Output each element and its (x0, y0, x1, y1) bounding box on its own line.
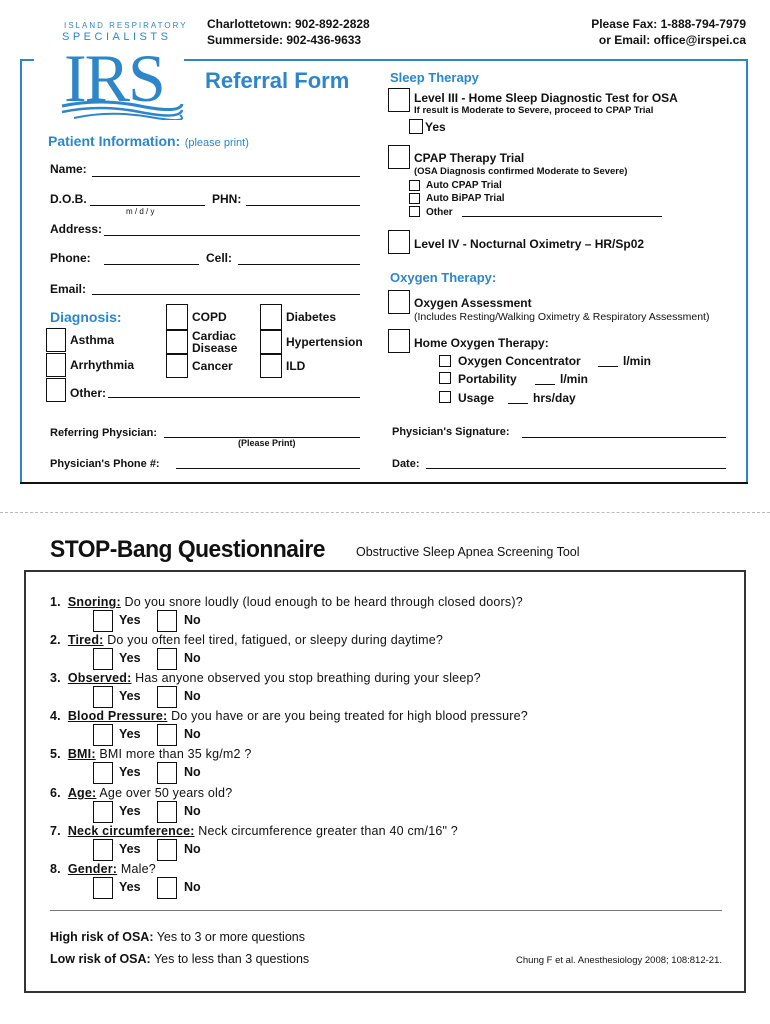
yes-checkbox[interactable] (93, 877, 113, 899)
other-diagnosis-field[interactable] (108, 397, 360, 398)
question-number: 4. (50, 709, 61, 723)
question-text: Male? (117, 862, 156, 876)
cpap-trial-note: (OSA Diagnosis confirmed Moderate to Severe) (414, 166, 628, 177)
question-number: 6. (50, 786, 61, 800)
question-text: BMI more than 35 kg/m2 ? (95, 747, 252, 761)
cpap-trial-checkbox[interactable] (388, 145, 410, 169)
arrhythmia-label: Arrhythmia (70, 358, 135, 372)
portability-lmin-unit: l/min (560, 372, 589, 386)
name-field[interactable] (92, 176, 360, 177)
no-checkbox[interactable] (157, 877, 177, 899)
auto-bipap-checkbox[interactable] (409, 193, 420, 204)
oxygen-assessment-note: (Includes Resting/Walking Oximetry & Respiratory Assessment) (414, 311, 710, 323)
physician-phone-label: Physician's Phone #: (50, 458, 160, 470)
no-checkbox[interactable] (157, 648, 177, 670)
auto-cpap-label: Auto CPAP Trial (426, 180, 502, 191)
question-7 (50, 824, 458, 838)
other-cpap-field[interactable] (462, 216, 662, 217)
low-risk-label: Low risk of OSA: (50, 952, 151, 966)
email-field[interactable] (92, 294, 360, 295)
asthma-label: Asthma (70, 333, 115, 347)
question-number: 8. (50, 862, 61, 876)
yes-checkbox[interactable] (93, 686, 113, 708)
yes-checkbox[interactable] (93, 724, 113, 746)
question-3 (50, 671, 481, 685)
question-text: Age over 50 years old? (96, 786, 233, 800)
concentrator-lmin-unit: l/min (623, 354, 652, 368)
oxygen-assessment-label: Oxygen Assessment (414, 296, 532, 310)
no-label: No (184, 727, 201, 741)
patient-info-note: (please print) (184, 137, 249, 149)
question-text: Has anyone observed you stop breathing during your sleep? (131, 671, 481, 685)
no-checkbox[interactable] (157, 839, 177, 861)
auto-cpap-checkbox[interactable] (409, 180, 420, 191)
question-number: 5. (50, 747, 61, 761)
contact-email: or Email: office@irspei.ca (598, 33, 746, 47)
ild-label: ILD (286, 359, 306, 373)
question-number: 2. (50, 633, 61, 647)
cardiac-text: Cardiac (192, 329, 237, 343)
diabetes-label: Diabetes (286, 310, 337, 324)
physician-phone-field[interactable] (176, 468, 360, 469)
question-label: Snoring: (67, 595, 121, 609)
phn-label: PHN: (212, 192, 242, 206)
cancer-checkbox[interactable] (166, 354, 188, 378)
no-label: No (184, 765, 201, 779)
patient-info-title: Patient Information: (48, 133, 181, 149)
yes-label: Yes (119, 613, 141, 627)
referring-physician-label: Referring Physician: (50, 427, 157, 439)
please-print-note: (Please Print) (238, 438, 296, 448)
portability-checkbox[interactable] (439, 372, 451, 384)
patient-info-heading (48, 133, 249, 151)
question-label: Gender: (67, 862, 118, 876)
email-label: Email: (50, 282, 87, 296)
yes-label: Yes (119, 651, 141, 665)
question-text: Do you snore loudly (loud enough to be heard through closed doors)? (120, 595, 523, 609)
yes-label: Yes (119, 727, 141, 741)
question-2 (50, 633, 443, 647)
sleep-therapy-heading: Sleep Therapy (390, 70, 479, 85)
other-diagnosis-label: Other: (70, 386, 106, 400)
high-risk-row (50, 930, 305, 944)
usage-checkbox[interactable] (439, 391, 451, 403)
physician-signature-label: Physician's Signature: (392, 426, 510, 438)
question-number: 3. (50, 671, 61, 685)
level4-label: Level IV - Nocturnal Oximetry – HR/Sp02 (414, 237, 645, 251)
question-label: Age: (67, 786, 97, 800)
portability-lmin-field[interactable] (535, 384, 555, 385)
fax-number: Please Fax: 1-888-794-7979 (591, 17, 746, 31)
dob-label: D.O.B. (50, 192, 87, 206)
no-checkbox[interactable] (157, 762, 177, 784)
question-label: Tired: (67, 633, 104, 647)
concentrator-label: Oxygen Concentrator (458, 354, 581, 368)
no-checkbox[interactable] (157, 801, 177, 823)
phone-label: Phone: (50, 251, 91, 265)
yes-checkbox[interactable] (93, 801, 113, 823)
question-number: 7. (50, 824, 61, 838)
logo-wave-icon (60, 98, 185, 120)
date-label: Date: (392, 458, 420, 470)
stopbang-title: STOP-Bang Questionnaire (50, 536, 325, 563)
other-cpap-label: Other (426, 207, 453, 218)
cpap-trial-label: CPAP Therapy Trial (414, 151, 525, 165)
logo-top-text: ISLAND RESPIRATORY (64, 21, 188, 30)
low-risk-row (50, 952, 309, 966)
level3-label: Level III - Home Sleep Diagnostic Test for OSA (414, 91, 678, 105)
cell-field[interactable] (238, 264, 360, 265)
other-diagnosis-checkbox[interactable] (46, 378, 66, 402)
address-field[interactable] (104, 235, 360, 236)
name-label: Name: (50, 162, 87, 176)
diagnosis-heading: Diagnosis: (50, 309, 122, 325)
yes-checkbox[interactable] (93, 648, 113, 670)
question-8 (50, 862, 156, 876)
no-label: No (184, 689, 201, 703)
question-label: BMI: (67, 747, 96, 761)
yes-label: Yes (119, 689, 141, 703)
question-label: Blood Pressure: (67, 709, 168, 723)
question-1 (50, 595, 523, 609)
results-divider (50, 910, 722, 911)
hypertension-checkbox[interactable] (260, 330, 282, 354)
phone-summerside: Summerside: 902-436-9633 (207, 33, 362, 47)
high-risk-label: High risk of OSA: (50, 930, 154, 944)
no-label: No (184, 613, 201, 627)
auto-bipap-label: Auto BiPAP Trial (426, 193, 505, 204)
copd-checkbox[interactable] (166, 304, 188, 330)
form-title: Referral Form (205, 68, 350, 93)
address-label: Address: (50, 222, 103, 236)
asthma-checkbox[interactable] (46, 328, 66, 352)
logo-specialists-text: SPECIALISTS (62, 31, 172, 43)
yes-label: Yes (119, 880, 141, 894)
referral-frame-right (746, 59, 748, 483)
usage-hrs-unit: hrs/day (533, 391, 576, 405)
question-label: Observed: (67, 671, 132, 685)
yes-label: Yes (119, 842, 141, 856)
referral-frame-bottom (20, 482, 748, 484)
home-oxygen-checkbox[interactable] (388, 329, 410, 353)
question-label: Neck circumference: (67, 824, 195, 838)
date-field[interactable] (426, 468, 726, 469)
arrhythmia-checkbox[interactable] (46, 353, 66, 377)
question-6 (50, 786, 232, 800)
level3-checkbox[interactable] (388, 88, 410, 112)
question-text: Neck circumference greater than 40 cm/16" ? (194, 824, 458, 838)
no-label: No (184, 651, 201, 665)
citation: Chung F et al. Anesthesiology 2008; 108:812-21. (516, 955, 722, 966)
no-checkbox[interactable] (157, 610, 177, 632)
cardiac-checkbox[interactable] (166, 330, 188, 354)
no-label: No (184, 842, 201, 856)
level3-note: If result is Moderate to Severe, proceed to CPAP Trial (414, 105, 654, 116)
ild-checkbox[interactable] (260, 354, 282, 378)
dob-format-hint: m / d / y (126, 207, 155, 216)
question-text: Do you often feel tired, fatigued, or sleepy during daytime? (103, 633, 444, 647)
question-text: Do you have or are you being treated for high blood pressure? (167, 709, 528, 723)
dob-field[interactable] (90, 205, 205, 206)
no-checkbox[interactable] (157, 724, 177, 746)
yes-checkbox[interactable] (93, 610, 113, 632)
question-number: 1. (50, 595, 61, 609)
cell-label: Cell: (206, 251, 233, 265)
usage-hrs-field[interactable] (508, 403, 528, 404)
question-5 (50, 747, 251, 761)
portability-label: Portability (458, 372, 517, 386)
yes-checkbox[interactable] (93, 839, 113, 861)
oxygen-therapy-heading: Oxygen Therapy: (390, 270, 497, 285)
concentrator-checkbox[interactable] (439, 355, 451, 367)
copd-label: COPD (192, 310, 227, 324)
proceed-cpap-yes-checkbox[interactable] (409, 119, 423, 134)
yes-checkbox[interactable] (93, 762, 113, 784)
question-4 (50, 709, 528, 723)
physician-signature-field[interactable] (522, 437, 726, 438)
other-cpap-checkbox[interactable] (409, 206, 420, 217)
hypertension-label: Hypertension (286, 335, 363, 349)
logo-irs: IRS (64, 40, 164, 116)
concentrator-lmin-field[interactable] (598, 366, 618, 367)
oxygen-assessment-checkbox[interactable] (388, 290, 410, 314)
phone-charlottetown: Charlottetown: 902-892-2828 (207, 17, 370, 31)
high-risk-text: Yes to 3 or more questions (153, 930, 305, 944)
yes-label: Yes (119, 765, 141, 779)
phn-field[interactable] (246, 205, 360, 206)
disease-text: Disease (192, 341, 238, 355)
level4-checkbox[interactable] (388, 230, 410, 254)
proceed-cpap-yes-label: Yes (425, 120, 446, 134)
phone-field[interactable] (104, 264, 199, 265)
no-checkbox[interactable] (157, 686, 177, 708)
yes-label: Yes (119, 804, 141, 818)
stopbang-subtitle: Obstructive Sleep Apnea Screening Tool (356, 545, 580, 559)
diabetes-checkbox[interactable] (260, 304, 282, 330)
cardiac-disease-label (192, 330, 237, 354)
home-oxygen-label: Home Oxygen Therapy: (414, 336, 549, 350)
usage-label: Usage (458, 391, 495, 405)
no-label: No (184, 880, 201, 894)
no-label: No (184, 804, 201, 818)
page-divider (0, 512, 770, 513)
referral-frame-left (20, 59, 22, 483)
low-risk-text: Yes to less than 3 questions (150, 952, 310, 966)
cancer-label: Cancer (192, 359, 233, 373)
